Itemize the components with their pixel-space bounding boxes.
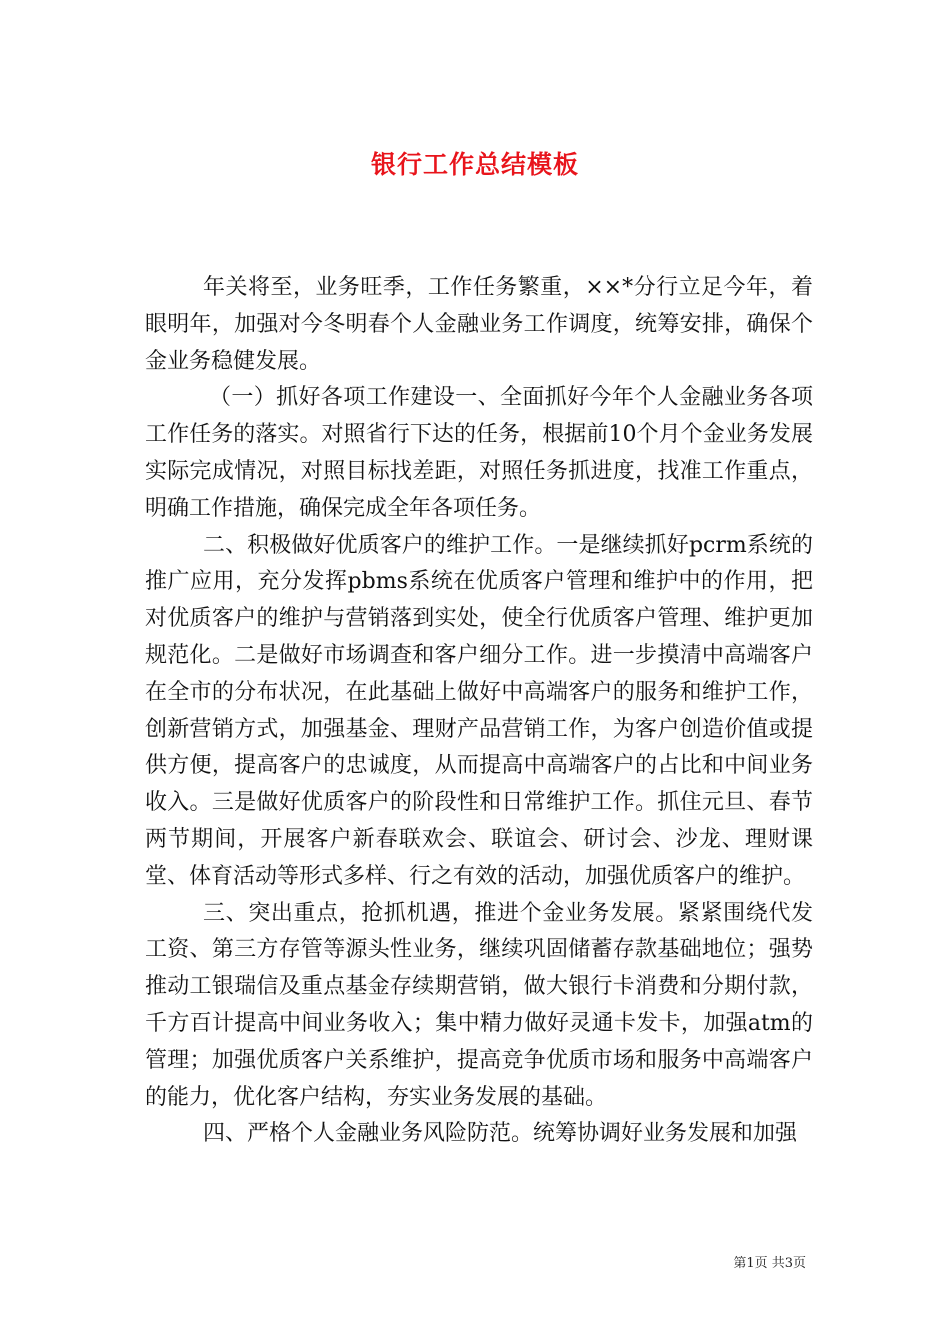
page-number: 第1页 共3页 — [733, 1256, 806, 1271]
paragraph-intro: 年关将至，业务旺季，工作任务繁重，××*分行立足今年，着眼明年，加强对今冬明春个人金融业务工作调度，统筹安排，确保个金业务稳健发展。 — [145, 275, 813, 374]
paragraph-section-3: 三、突出重点，抢抓机遇，推进个金业务发展。紧紧围绕代发工资、第三方存管等源头性业务，继续巩固储蓄存款基础地位；强势推动工银瑞信及重点基金存续期营销，做大银行卡消费和分期付款，千方百计提高中间业务收入；集中精力做好灵通卡发卡，加强atm的管理；加强优质客户关系维护，提高竞争优质市场和服务中高端客户的能力，优化客户结构，夯实业务发展的基础。 — [145, 900, 813, 1110]
paragraph-section-1: （一）抓好各项工作建设一、全面抓好今年个人金融业务各项工作任务的落实。对照省行下达的任务，根据前10个月个金业务发展实际完成情况，对照目标找差距，对照任务抓进度，找准工作重点，明确工作措施，确保完成全年各项任务。 — [145, 385, 813, 521]
document-body — [145, 270, 813, 1153]
paragraph-section-4: 四、严格个人金融业务风险防范。统筹协调好业务发展和加强 — [203, 1121, 798, 1147]
paragraph-section-2: 二、积极做好优质客户的维护工作。一是继续抓好pcrm系统的推广应用，充分发挥pbms系统在优质客户管理和维护中的作用，把对优质客户的维护与营销落到实处，使全行优质客户管理、维护更加规范化。二是做好市场调查和客户细分工作。进一步摸清中高端客户在全市的分布状况，在此基础上做好中高端客户的服务和维护工作，创新营销方式，加强基金、理财产品营销工作，为客户创造价值或提供方便，提高客户的忠诚度，从而提高中高端客户的占比和中间业务收入。三是做好优质客户的阶段性和日常维护工作。抓住元旦、春节两节期间，开展客户新春联欢会、联谊会、研讨会、沙龙、理财课堂、体育活动等形式多样、行之有效的活动，加强优质客户的维护。 — [145, 532, 813, 889]
document-title: 银行工作总结模板 — [370, 149, 579, 179]
